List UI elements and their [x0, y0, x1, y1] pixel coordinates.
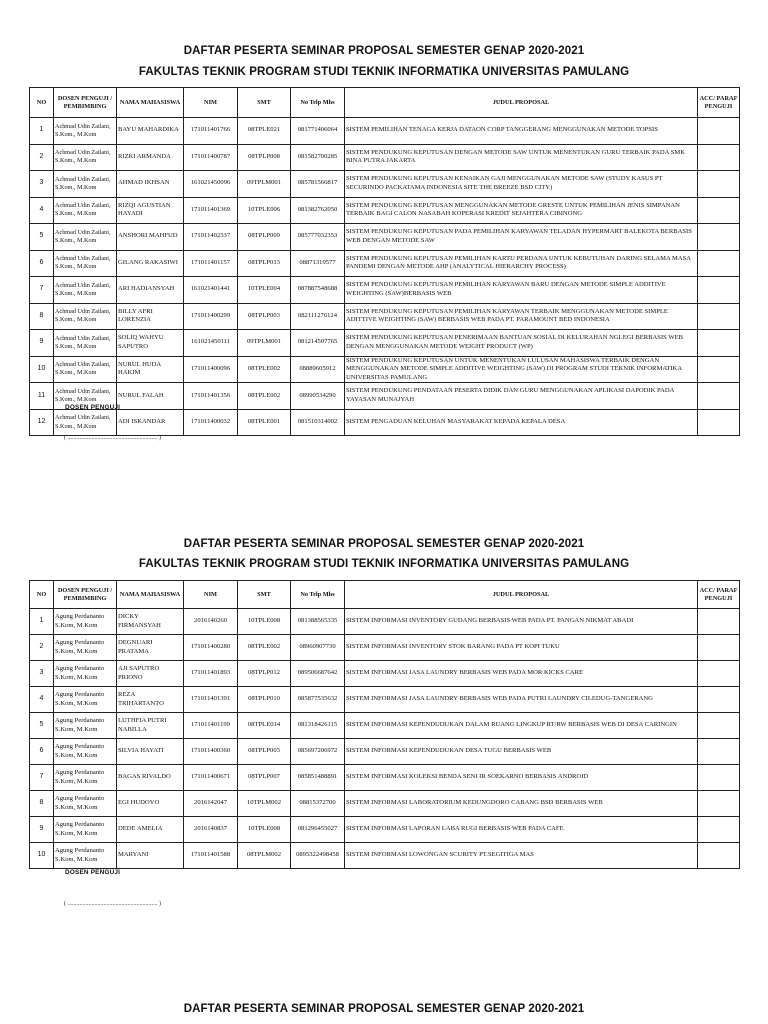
cell-nama: ANSHORI MAHFUD [117, 224, 184, 251]
cell-nama: NURUL HUDA HAKIM [117, 356, 184, 383]
cell-smt: 08TPLP007 [238, 765, 291, 791]
table-row [30, 197, 740, 224]
cell-acc [698, 713, 740, 739]
cell-smt: 08TPLP010 [238, 687, 291, 713]
table-header-row [30, 581, 740, 609]
table-row [30, 713, 740, 739]
cell-judul: SISTEM INFORMASI INVENTORY STOK BARANG PADA PT KOPI TUKU [345, 635, 698, 661]
cell-acc [698, 687, 740, 713]
table-row [30, 303, 740, 330]
cell-no: 8 [30, 791, 54, 817]
cell-nim: 171011401588 [184, 843, 238, 869]
cell-smt: 08TPLP009 [238, 224, 291, 251]
cell-nama: GILANG RAKASIWI [117, 250, 184, 277]
cell-nama: ARI HADIANSYAH [117, 277, 184, 304]
table-row [30, 687, 740, 713]
cell-dosen: Agung Perdananto S.Kom, M.Kom [54, 661, 117, 687]
cell-telp: 081318426115 [291, 713, 345, 739]
cell-nama: NURUL FALAH [117, 383, 184, 410]
cell-telp: 081296455027 [291, 817, 345, 843]
cell-nim: 2016142047 [184, 791, 238, 817]
table-header-row [30, 88, 740, 118]
cell-no: 7 [30, 277, 54, 304]
cell-nama: BILLY AFRI LORENZIA [117, 303, 184, 330]
cell-nama: ADI ISKANDAR [117, 409, 184, 436]
cell-no: 11 [30, 383, 54, 410]
table-row [30, 118, 740, 145]
table-row [30, 609, 740, 635]
cell-smt: 08TPLE001 [238, 409, 291, 436]
cell-telp: 085777032353 [291, 224, 345, 251]
cell-dosen: Agung Perdananto S.Kom, M.Kom [54, 843, 117, 869]
cell-smt: 08TPLP003 [238, 739, 291, 765]
cell-telp: 08871319577 [291, 250, 345, 277]
cell-no: 5 [30, 713, 54, 739]
cell-no: 1 [30, 118, 54, 145]
cell-judul: SISTEM INFORMASI JASA LAUNDRY BERBASIS WEB PADA MOR KICKS CARE [345, 661, 698, 687]
cell-judul: SISTEM PENDUKUNG KEPUTUSAN KENAIKAN GAJI MENGGUNAKAN METODE SAW (STUDY KASUS PT SECURINDO PACKATAMA INDONESIA SITE THE BREEZE BSD CITY) [345, 171, 698, 198]
cell-dosen: Agung Perdananto S.Kom, M.Kom [54, 765, 117, 791]
cell-nama: DEDE AMELIA [117, 817, 184, 843]
col-header-no: NO [30, 581, 54, 609]
cell-acc [698, 277, 740, 304]
cell-acc [698, 609, 740, 635]
cell-telp: 081382762050 [291, 197, 345, 224]
cell-dosen: Agung Perdananto S.Kom, M.Kom [54, 791, 117, 817]
cell-telp: 087887548688 [291, 277, 345, 304]
cell-judul: SISTEM PENDUKUNG KEPUTUSAN PADA PEMILIHAN KARYAWAN TELADAN HYPERMART BALEKOTA BERBASIS WEB DENGAN METODE SAW [345, 224, 698, 251]
cell-nama: RIZKI ARMANDA [117, 144, 184, 171]
cell-no: 3 [30, 171, 54, 198]
cell-smt: 10TPLE008 [238, 609, 291, 635]
cell-telp: 085877535632 [291, 687, 345, 713]
cell-nama: SOLIQ WAHYU SAPUTRO [117, 330, 184, 357]
cell-nim: 171011400299 [184, 303, 238, 330]
cell-smt: 10TPLE008 [238, 817, 291, 843]
table-row [30, 330, 740, 357]
cell-dosen: Achmad Udin Zailani, S.Kom., M.Kom [54, 118, 117, 145]
cell-judul: SISTEM PENDUKUNG KEPUTUSAN DENGAN METODE SAW UNTUK MENENTUKAN GURU TERBAIK PADA SMK BINA PUTRA JAKARTA [345, 144, 698, 171]
cell-judul: SISTEM PENDUKUNG KEPUTUSAN UNTUK MENENTUKAN LULUSAN MAHASISWA TERBAIK DENGAN MENGGUNAKAN METODE SIMPLE ADDITIVE WEIGHTING (SAW) DI PROGRAM STUDI TEKNIK INFORMATIKA UNIVERSITAS PAMULANG [345, 356, 698, 383]
cell-no: 12 [30, 409, 54, 436]
cell-smt: 10TPLE006 [238, 197, 291, 224]
cell-nim: 171011402337 [184, 224, 238, 251]
cell-smt: 08TPLM002 [238, 843, 291, 869]
cell-nama: AHMAD IKHSAN [117, 171, 184, 198]
col-header-no: NO [30, 88, 54, 118]
cell-dosen: Achmad Udin Zailani, S.Kom., M.Kom [54, 409, 117, 436]
cell-nim: 2016140837 [184, 817, 238, 843]
cell-nim: 171011400360 [184, 739, 238, 765]
cell-judul: SISTEM PENDUKUNG KEPUTUSAN MENGGUNAKAN METODE GRESTE UNTUK PEMILIHAN JENIS SIMPANAN TERBAIK BAGI CALON NASABAH KOPERASI KREDIT SEJAHTERA CIBINONG [345, 197, 698, 224]
cell-judul: SISTEM INFORMASI KEPENDUDUKAN DALAM RUANG LINGKUP RT/RW BERBASIS WEB DI DESA CARINGIN [345, 713, 698, 739]
cell-acc [698, 144, 740, 171]
cell-dosen: Agung Perdananto S.Kom, M.Kom [54, 713, 117, 739]
section1-subtitle: FAKULTAS TEKNIK PROGRAM STUDI TEKNIK INFORMATIKA UNIVERSITAS PAMULANG [138, 66, 630, 78]
cell-nim: 161021450111 [184, 330, 238, 357]
cell-no: 8 [30, 303, 54, 330]
cell-dosen: Achmad Udin Zailani, S.Kom., M.Kom [54, 171, 117, 198]
cell-acc [698, 224, 740, 251]
cell-acc [698, 409, 740, 436]
cell-nama: DEGNUARI PRATAMA [117, 635, 184, 661]
table-row [30, 817, 740, 843]
cell-telp: 085851488891 [291, 765, 345, 791]
cell-nim: 171011401893 [184, 661, 238, 687]
cell-telp: 081388565335 [291, 609, 345, 635]
cell-judul: SISTEM INFORMASI KEPENDUDUKAN DESA TUGU BERBASIS WEB [345, 739, 698, 765]
col-header-dosen: DOSEN PENGUJI / PEMBIMBING [54, 88, 117, 118]
cell-no: 10 [30, 356, 54, 383]
cell-telp: 08990534290 [291, 383, 345, 410]
section1-title: DAFTAR PESERTA SEMINAR PROPOSAL SEMESTER GENAP 2020-2021 [183, 45, 585, 57]
table-row [30, 409, 740, 436]
col-header-smt: SMT [238, 581, 291, 609]
signature-line-2: ( ............................................................ ) [64, 901, 161, 907]
cell-dosen: Achmad Udin Zailani, S.Kom., M.Kom [54, 330, 117, 357]
cell-dosen: Achmad Udin Zailani, S.Kom., M.Kom [54, 250, 117, 277]
signature-label-1: DOSEN PENGUJI [65, 404, 121, 411]
col-header-acc: ACC/ PARAF PENGUJI [698, 88, 740, 118]
cell-no: 2 [30, 144, 54, 171]
col-header-nim: NIM [184, 581, 238, 609]
cell-telp: 081214507765 [291, 330, 345, 357]
col-header-telp: No Telp Mhs [291, 581, 345, 609]
participants-table-2 [29, 580, 740, 869]
cell-no: 4 [30, 687, 54, 713]
table-row [30, 739, 740, 765]
cell-acc [698, 635, 740, 661]
col-header-nim: NIM [184, 88, 238, 118]
table-row [30, 356, 740, 383]
cell-nim: 2016140260 [184, 609, 238, 635]
cell-nim: 171011400280 [184, 635, 238, 661]
table-row [30, 383, 740, 410]
table-row [30, 250, 740, 277]
cell-nama: BAGAS RIVALDO [117, 765, 184, 791]
cell-no: 9 [30, 330, 54, 357]
table-row [30, 171, 740, 198]
cell-judul: SISTEM INFORMASI JASA LAUNDRY BERBASIS WEB PADA PUTRI LAUNDRY CILEDUG-TANGERANG [345, 687, 698, 713]
cell-no: 3 [30, 661, 54, 687]
cell-telp: 081510314002 [291, 409, 345, 436]
cell-acc [698, 197, 740, 224]
cell-dosen: Agung Perdananto S.Kom, M.Kom [54, 739, 117, 765]
cell-telp: 082111276124 [291, 303, 345, 330]
cell-judul: SISTEM PENDUKUNG KEPUTUSAN PEMILIHAN KARYAWAN BARU DENGAN METODE SIMPLE ADDITIVE WEIGHTING (SAW)BERBASIS WEB [345, 277, 698, 304]
cell-no: 6 [30, 739, 54, 765]
table-row [30, 843, 740, 869]
cell-telp: 08960907730 [291, 635, 345, 661]
cell-judul: SISTEM INFORMASI LABORATORIUM KEDUNGDORO CABANG BSD BERBASIS WEB [345, 791, 698, 817]
cell-acc [698, 330, 740, 357]
participants-table-1 [29, 87, 740, 436]
table-row [30, 144, 740, 171]
cell-smt: 08TPLE002 [238, 356, 291, 383]
cell-telp: 08815372700 [291, 791, 345, 817]
table-row [30, 661, 740, 687]
cell-telp: 085781566817 [291, 171, 345, 198]
cell-nim: 171011400671 [184, 765, 238, 791]
section3-title: DAFTAR PESERTA SEMINAR PROPOSAL SEMESTER GENAP 2020-2021 [183, 1003, 585, 1015]
col-header-judul: JUDUL PROPOSAL [345, 581, 698, 609]
cell-no: 4 [30, 197, 54, 224]
cell-dosen: Agung Perdananto S.Kom, M.Kom [54, 609, 117, 635]
cell-acc [698, 356, 740, 383]
cell-telp: 081771406064 [291, 118, 345, 145]
col-header-nama: NAMA MAHASISWA [117, 581, 184, 609]
table-row [30, 224, 740, 251]
col-header-nama: NAMA MAHASISWA [117, 88, 184, 118]
cell-dosen: Agung Perdananto S.Kom, M.Kom [54, 635, 117, 661]
cell-smt: 09TPLM001 [238, 171, 291, 198]
cell-nama: EGI HUDOYO [117, 791, 184, 817]
cell-dosen: Achmad Udin Zailani, S.Kom., M.Kom [54, 197, 117, 224]
cell-dosen: Agung Perdananto S.Kom, M.Kom [54, 817, 117, 843]
cell-judul: SISTEM INFORMASI KOLEKSI BENDA SENI IR SOEKARNO BERBASIS ANDROID [345, 765, 698, 791]
cell-telp: 085697206972 [291, 739, 345, 765]
cell-smt: 08TPLE014 [238, 713, 291, 739]
cell-judul: SISTEM INFORMASI LAPORAN LABA RUGI BERBASIS WEB PADA CAFE [345, 817, 698, 843]
cell-smt: 10TPLM002 [238, 791, 291, 817]
cell-nim: 161021450096 [184, 171, 238, 198]
cell-telp: 0895322498458 [291, 843, 345, 869]
cell-dosen: Achmad Udin Zailani, S.Kom., M.Kom [54, 144, 117, 171]
cell-judul: SISTEM PEMILIHAN TENAGA KERJA DATAON CORP TANGGERANG MENGGUNAKAN METODE TOPSIS [345, 118, 698, 145]
cell-nim: 171011401199 [184, 713, 238, 739]
cell-smt: 09TPLM001 [238, 330, 291, 357]
cell-nama: LUTHFIA PUTRI NABILLA [117, 713, 184, 739]
cell-nim: 171011400787 [184, 144, 238, 171]
table-row [30, 277, 740, 304]
cell-judul: SISTEM PENDUKUNG KEPUTUSAN PEMILIHAN KARYAWAN TERBAIK MENGGUNAKAN METODE SIMPLE ADITTIVE WEIGHTING (SAW) BERBASIS WEB PADA PT. PARAMOUNT BED INDONESIA [345, 303, 698, 330]
table-row [30, 765, 740, 791]
cell-dosen: Achmad Udin Zailani, S.Kom., M.Kom [54, 356, 117, 383]
cell-nama: AJI SAPUTRO PRIONO [117, 661, 184, 687]
cell-acc [698, 843, 740, 869]
cell-nama: SILVIA HAYATI [117, 739, 184, 765]
cell-nama: REZA TRIHARTANTO [117, 687, 184, 713]
table-row [30, 791, 740, 817]
cell-dosen: Achmad Udin Zailani, S.Kom., M.Kom [54, 303, 117, 330]
cell-no: 5 [30, 224, 54, 251]
cell-acc [698, 791, 740, 817]
cell-acc [698, 661, 740, 687]
cell-judul: SISTEM PENDUKUNG KEPUTUSAN PEMILIHAN KARTU PERDANA UNTUK KEBUTUHAN DARING SELAMA MASA PANDEMI DENGAN METODE AHP (ANALYTICAL HIERARCHY PROCESS) [345, 250, 698, 277]
cell-no: 9 [30, 817, 54, 843]
cell-judul: SISTEM PENGADUAN KELUHAN MASYARAKAT KEPADA KEPALA DESA [345, 409, 698, 436]
cell-nim: 171011400032 [184, 409, 238, 436]
cell-telp: 089506687642 [291, 661, 345, 687]
cell-nim: 171011401766 [184, 118, 238, 145]
signature-line-1: ( ............................................................ ) [64, 435, 161, 441]
cell-nim: 171011401391 [184, 687, 238, 713]
cell-nama: MARYANI [117, 843, 184, 869]
cell-nim: 171011401157 [184, 250, 238, 277]
cell-smt: 08TPLE002 [238, 383, 291, 410]
cell-smt: 08TPLE002 [238, 635, 291, 661]
cell-nama: BAYU MAHARDIKA [117, 118, 184, 145]
cell-judul: SISTEM INFORMASI LOWONGAN SCURITY PT.SEGITIGA MAS [345, 843, 698, 869]
cell-nim: 171011401369 [184, 197, 238, 224]
cell-acc [698, 817, 740, 843]
cell-telp: 08889605912 [291, 356, 345, 383]
cell-acc [698, 250, 740, 277]
cell-nama: RIZQI AGUSTIAN HAYADI [117, 197, 184, 224]
section2-title: DAFTAR PESERTA SEMINAR PROPOSAL SEMESTER GENAP 2020-2021 [183, 538, 585, 550]
col-header-telp: No Telp Mhs [291, 88, 345, 118]
cell-acc [698, 118, 740, 145]
cell-no: 7 [30, 765, 54, 791]
cell-dosen: Achmad Udin Zailani, S.Kom., M.Kom [54, 224, 117, 251]
cell-no: 1 [30, 609, 54, 635]
cell-nim: 161021401441 [184, 277, 238, 304]
cell-judul: SISTEM PENDUKUNG PENDATAAN PESERTA DIDIK DAN GURU MENGGUNAKAN APLIKASI DAPODIK PADA YAYASAN MUNAJYAH [345, 383, 698, 410]
col-header-acc: ACC/ PARAF PENGUJI [698, 581, 740, 609]
cell-no: 10 [30, 843, 54, 869]
signature-label-2: DOSEN PENGUJI [65, 869, 121, 876]
cell-nim: 171011401356 [184, 383, 238, 410]
cell-acc [698, 303, 740, 330]
cell-acc [698, 383, 740, 410]
col-header-judul: JUDUL PROPOSAL [345, 88, 698, 118]
cell-dosen: Agung Perdananto S.Kom, M.Kom [54, 687, 117, 713]
cell-acc [698, 765, 740, 791]
cell-dosen: Achmad Udin Zailani, S.Kom., M.Kom [54, 383, 117, 410]
cell-smt: 08TPLP013 [238, 250, 291, 277]
cell-no: 2 [30, 635, 54, 661]
cell-judul: SISTEM INFORMASI INVENTORY GUDANG BERBASIS WEB PADA PT. PANGAN NIKMAT ABADI [345, 609, 698, 635]
cell-judul: SISTEM PENDUKUNG KEPUTUSAN PENERIMAAN BANTUAN SOSIAL DI KELURAHAN NGLEGI BERBASIS WEB DENGAN MENGGUNAKAN METODE WEIGHT PRODUCT (WP) [345, 330, 698, 357]
cell-acc [698, 171, 740, 198]
cell-smt: 08TPLP008 [238, 144, 291, 171]
cell-telp: 081582700285 [291, 144, 345, 171]
cell-dosen: Achmad Udin Zailani, S.Kom., M.Kom [54, 277, 117, 304]
col-header-dosen: DOSEN PENGUJI / PEMBIMBING [54, 581, 117, 609]
cell-smt: 08TPLP012 [238, 661, 291, 687]
cell-smt: 10TPLE004 [238, 277, 291, 304]
cell-smt: 08TPLE021 [238, 118, 291, 145]
cell-nim: 171011400096 [184, 356, 238, 383]
cell-no: 6 [30, 250, 54, 277]
cell-smt: 08TPLP003 [238, 303, 291, 330]
section2-subtitle: FAKULTAS TEKNIK PROGRAM STUDI TEKNIK INFORMATIKA UNIVERSITAS PAMULANG [138, 558, 630, 570]
table-body-2 [30, 609, 740, 869]
col-header-smt: SMT [238, 88, 291, 118]
table-row [30, 635, 740, 661]
table-body-1 [30, 118, 740, 436]
cell-acc [698, 739, 740, 765]
cell-nama: DICKY FIRMANSYAH [117, 609, 184, 635]
